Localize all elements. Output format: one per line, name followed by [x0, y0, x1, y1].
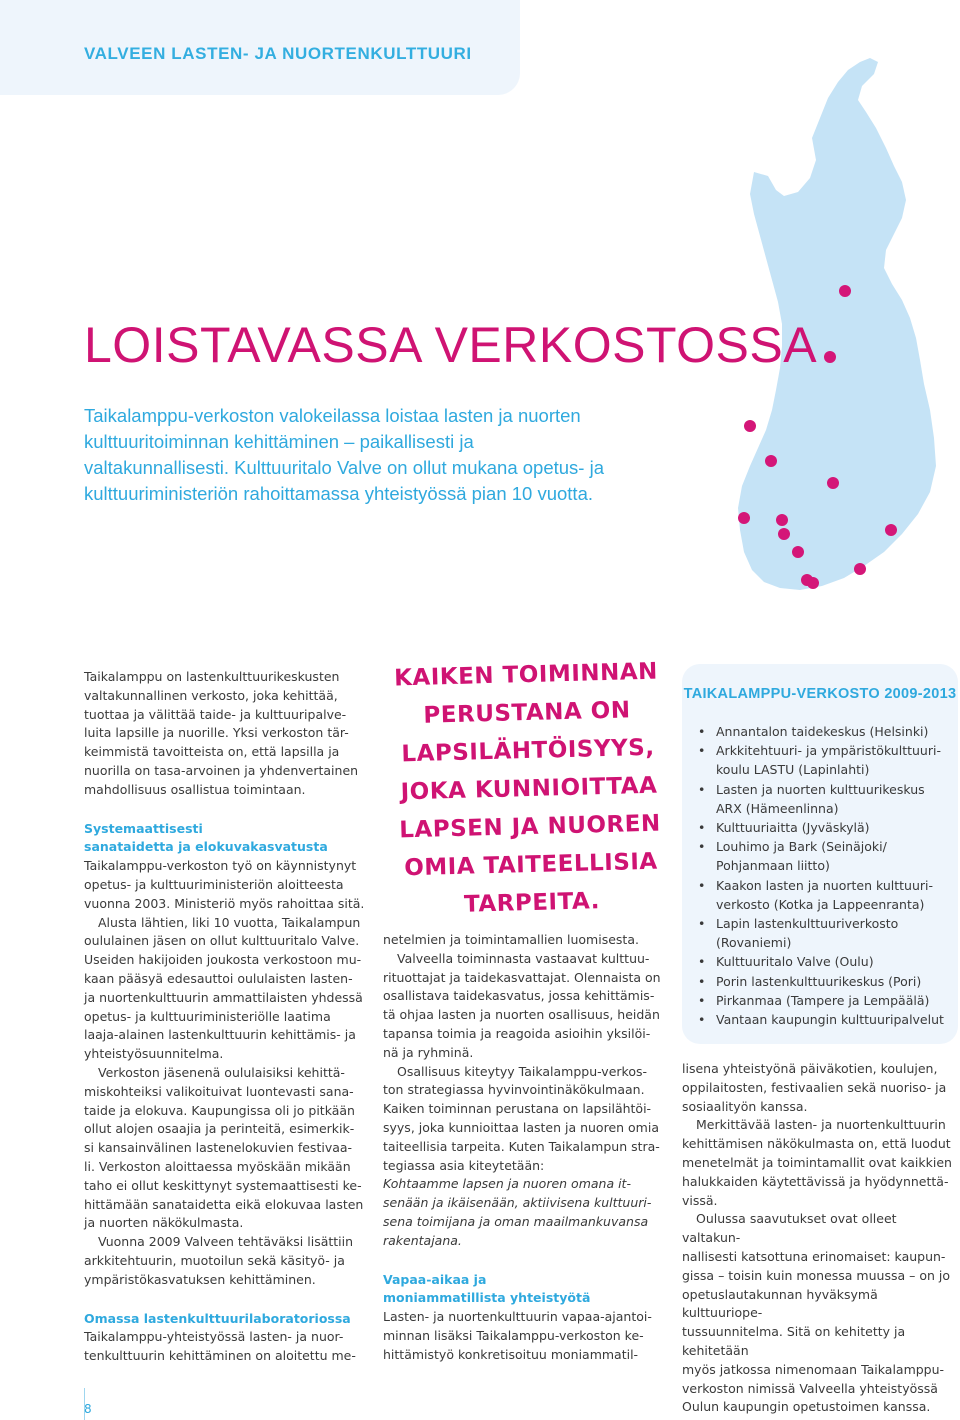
network-member-item: • Lasten ja nuorten kulttuurikeskus ARX (Hämeenlinna) — [698, 781, 925, 816]
col1-paragraph-4: Verkoston jäsenenä oululaisiksi kehittä- miskohteiksi valikoituivat luontevasti sana- taide ja elokuva. Kaupungissa oli jo pitkään ollut alojen osaajia ja perinteitä, esimerkik- si kansainvälinen lastenelokuvien festivaa- li. Verkoston aloittaessa myöskään mikään taho ei ollut keskittynyt systemaattisesti ke- hittämään sanataidetta eikä elokuvaa lasten ja nuorten näkökulmasta. — [84, 1064, 364, 1231]
network-sidebar — [682, 664, 958, 1044]
column-1 — [84, 668, 376, 1366]
col3-paragraph-3: Oulussa saavutukset ovat olleet valtakun- nallisesti katsottuna erinomaiset: kaupun- gissa – toisin kuin monessa muussa – on jo opetuslautakunnan hyväksymä kulttuuriope- tussuunnitelma. Sitä on kehitetty ja kehitetään myös jatkossa nimenomaan Taikalamppu- verkoston nimissä Valveella yhteistyössä Oulun kaupungin opetustoimen kanssa. — [682, 1211, 950, 1415]
col1-paragraph-3: Alusta lähtien, liki 10 vuotta, Taikalampun oululainen jäsen on ollut kulttuuritalo Valve. Useiden hakijoiden joukosta verkostoon mu- kaan pääsyä edesauttoi oululaisten lasten- ja nuortenkulttuurin ammattilaisten yhdessä opetus- ja kulttuuriministeriölle laatima laaja-alainen lastenkulttuurin kehittämis- ja yhteistyösuunnitelma. — [84, 914, 363, 1062]
column-2 — [383, 931, 665, 1365]
col1-paragraph-5: Vuonna 2009 Valveen tehtäväksi lisättiin arkkitehtuurin, muotoilun sekä käsityö- ja ympäristökasvatuksen kehittäminen. — [84, 1234, 354, 1287]
bullet-icon: • — [698, 992, 706, 1008]
finland-map-icon — [680, 0, 960, 600]
bullet-icon: • — [698, 820, 706, 836]
col1-subheading-2: Omassa lastenkulttuurilaboratoriossa — [84, 1310, 351, 1326]
map-marker — [885, 524, 897, 536]
page-number: 8 — [84, 1402, 92, 1416]
col2-quote: Kohtaamme lapsen ja nuoren omana it- senään ja ikäisenään, aktiivisena kulttuuri- sena toimijana ja oman maailmankuvansa rakentajana. — [383, 1176, 652, 1248]
bullet-icon: • — [698, 743, 706, 759]
network-member-item: • Kulttuuritalo Valve (Oulu) — [716, 952, 946, 971]
bullet-icon: • — [698, 973, 706, 989]
col3-paragraph-2: Merkittävää lasten- ja nuortenkulttuurin kehittämisen näkökulmasta on, että luodut menetelmät ja toimintamallit ovat kaikkien halukkaiden käytettävissä ja hyödynnettä- vissä. — [682, 1117, 952, 1208]
bullet-icon: • — [698, 916, 706, 932]
col2-paragraph-3: Osallisuus kiteytyy Taikalamppu-verkos- ton strategiassa hyvinvointinäkökulmaan. Kaiken toiminnan perustana on lapsilähtöi- syys, joka kunnioittaa lasten ja nuoren omia taiteellisia tarpeita. Kuten Taikalampun stra- tegiassa asia kiteytetään: — [383, 1063, 660, 1173]
intro-paragraph: Taikalamppu-verkoston valokeilassa loistaa lasten ja nuorten kulttuuritoiminnan kehittäminen – paikallisesti ja valtakunnallisesti. Kulttuuritalo Valve on ollut mukana opetus- ja kulttuuriministeriön rahoittamassa yhteistyössä pian 10 vuotta. — [84, 405, 605, 504]
col1-paragraph-1: Taikalamppu on lastenkulttuurikeskusten valtakunnallinen verkosto, joka kehittää, tuottaa ja välittää taide- ja kulttuuripalve- luita lapsille ja nuorille. Yksi verkoston tär- keimmistä tavoitteista on, että lapsilla ja nuorilla on tasa-arvoinen ja yhdenvertainen mahdollisuus osallistua toimintaan. — [84, 669, 359, 797]
map-marker — [765, 455, 777, 467]
map-marker — [827, 477, 839, 489]
network-member-item: • Kulttuuriaitta (Jyväskylä) — [716, 818, 946, 837]
bullet-icon: • — [698, 954, 706, 970]
network-member-item: • Arkkitehtuuri- ja ympäristökulttuuri- koulu LASTU (Lapinlahti) — [698, 743, 941, 778]
map-marker — [778, 528, 790, 540]
network-member-item: • Kaakon lasten ja nuorten kulttuuri- verkosto (Kotka ja Lappeenranta) — [698, 877, 934, 912]
network-member-item: • Lapin lastenkulttuuriverkosto (Rovaniemi) — [698, 916, 899, 951]
col2-paragraph-1: netelmien ja toimintamallien luomisesta. — [383, 932, 639, 947]
map-marker — [776, 514, 788, 526]
col1-paragraph-6: Taikalamppu-yhteistyössä lasten- ja nuor- tenkulttuurin kehittäminen on aloitettu me- — [84, 1329, 356, 1364]
bullet-icon: • — [698, 1012, 706, 1028]
col1-subheading-1: Systemaattisesti sanataidetta ja elokuvakasvatusta — [84, 820, 328, 855]
bullet-icon: • — [698, 877, 706, 893]
network-member-item: • Annantalon taidekeskus (Helsinki) — [716, 722, 946, 741]
bullet-icon: • — [698, 724, 706, 739]
col2-paragraph-4: Lasten- ja nuortenkulttuurin vapaa-ajantoi- minnan lisäksi Taikalamppu-verkoston ke- hittämistyö konkretisoituu moniammatil- — [383, 1309, 652, 1362]
sidebar-title: TAIKALAMPPU-VERKOSTO 2009-2013 — [683, 686, 957, 702]
network-member-item: • Louhimo ja Bark (Seinäjoki/ Pohjanmaan liitto) — [698, 839, 887, 874]
network-member-item: • Vantaan kaupungin kulttuuripalvelut — [716, 1010, 946, 1029]
map-marker — [738, 512, 750, 524]
network-member-item: • Porin lastenkulttuurikeskus (Pori) — [716, 972, 946, 991]
col1-paragraph-2: Taikalamppu-verkoston työ on käynnistynyt opetus- ja kulttuuriministeriön aloitteesta vuonna 2003. Ministeriö myös rahoittaa sitä. — [84, 858, 365, 911]
map-marker — [854, 563, 866, 575]
column-3 — [682, 1060, 958, 1417]
col3-paragraph-1: lisena yhteistyönä päiväkotien, koulujen, oppilaitosten, festivaalien sekä nuoriso- ja sosiaalityön kanssa. — [682, 1061, 947, 1114]
section-header-title: VALVEEN LASTEN- JA NUORTENKULTTUURI — [84, 44, 472, 63]
map-marker — [792, 546, 804, 558]
page-title: LOISTAVASSA VERKOSTOSSA — [84, 317, 818, 373]
pull-quote: KAIKEN TOIMINNAN PERUSTANA ON LAPSILÄHTÖISYYS, JOKA KUNNIOITTAA LAPSEN JA NUOREN OMIA TAITEELLISIA TARPEITA. — [393, 658, 661, 918]
map-marker — [744, 420, 756, 432]
map-marker — [807, 577, 819, 589]
map-marker — [839, 285, 851, 297]
bullet-icon: • — [698, 781, 706, 797]
network-member-list — [698, 722, 946, 1029]
col2-paragraph-2: Valveella toiminnasta vastaavat kulttuu- rituottajat ja taidekasvattajat. Olennaista on osallistava taidekasvatus, jossa kehittämis- tä ohjaa lasten ja nuorten osallisuus, heidän tapansa toimia ja reagoida asioihin yksilöi- nä ja ryhminä. — [383, 950, 661, 1060]
col2-subheading: Vapaa-aikaa ja moniammatillista yhteistyötä — [383, 1271, 591, 1306]
network-member-item: • Pirkanmaa (Tampere ja Lempäälä) — [716, 991, 946, 1010]
bullet-icon: • — [698, 839, 706, 855]
map-marker — [824, 351, 836, 363]
